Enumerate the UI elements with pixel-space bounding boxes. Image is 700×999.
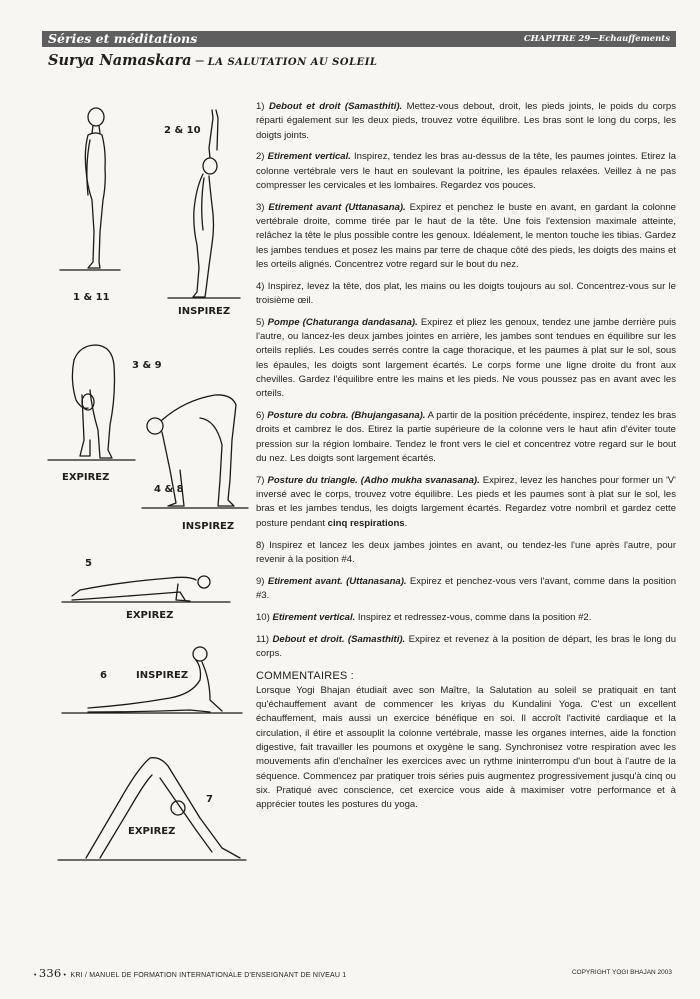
step-5: 5) Pompe (Chaturanga dandasana). Expirez et pliez les genoux, tendez une jambe derrière puis l'autre, ou lancez-les deux jambes jointes en arrière, les jambes sont tendues en équilibre sur les orteils repliés. Les coudes serrés contre la cage thoracique, et les paumes à plat sur le sol, sous les épaules, les doigts sont largement écartés. Le corps forme une ligne droite du front aux chevilles. Gardez l'équilibre entre les mains et les pieds. Ne vous poussez pas en avant avec les orteils. (256, 316, 676, 400)
step-2: 2) Etirement vertical. Inspirez, tendez les bras au-dessus de la tête, les paumes jointes. Etirez la colonne vertébrale vers le haut en soulevant la poitrine, les épaules relaxées. Veillez à ne pas compresser les cervicales et les lombaires. Regardez vos pouces. (256, 151, 677, 191)
comments-heading: COMMENTAIRES : (256, 669, 354, 682)
breath-pose-2-10: INSPIREZ (178, 306, 231, 317)
label-pose-7: 7 (206, 794, 213, 805)
step-4: 4) Inspirez, levez la tête, dos plat, les mains ou les doigts toujours au sol. Concentrez-vous sur le troisième œil. (256, 280, 676, 307)
breath-pose-3-9: EXPIREZ (62, 472, 110, 483)
pose-1-11-figure (60, 108, 120, 270)
title-subtitle: LA SALUTATION AU SOLEIL (207, 57, 378, 68)
footer-copyright: COPYRIGHT YOGI BHAJAN 2003 (571, 969, 672, 976)
step-name: Posture du triangle. (Adho mukha svanasana). (267, 474, 480, 486)
page-number: 336 (38, 966, 62, 980)
step-name: Etirement avant. (Uttanasana). (267, 575, 407, 587)
step-8: 8) Inspirez et lancez les deux jambes jointes en avant, ou tendez-les l'une après l'autre, pour revenir à la position #4. (256, 539, 676, 565)
section-title: Séries et méditations (48, 31, 198, 46)
label-pose-2-10: 2 & 10 (164, 125, 201, 136)
chapter-title: CHAPITRE 29—Echauffements (523, 34, 670, 44)
step-name: Debout et droit (Samasthiti). (268, 101, 403, 112)
breath-pose-6: INSPIREZ (136, 670, 189, 681)
pose-3-9-figure (48, 345, 135, 460)
step-9: 9) Etirement avant. (Uttanasana). Expirez et penchez-vous vers l'avant, comme dans la position #3. (256, 575, 677, 601)
label-pose-1-11: 1 & 11 (73, 292, 110, 303)
pose-5-figure (62, 576, 230, 602)
step-name: Posture du cobra. (Bhujangasana). (267, 410, 426, 422)
step-name: Debout et droit. (Samasthiti). (272, 633, 406, 645)
comments-body: Lorsque Yogi Bhajan étudiait avec son Maître, la Salutation au soleil se pratiquait en tant qu'échauffement avant de commencer les kriyas du Kundalini Yoga. C'est un excellent échauffement, mais aussi un exercice bénéfique en soi. Il accroît l'activité cardiaque et la circulation, il étire et assouplit la colonne vertébrale, masse les organes internes, aide la fonction digestive, fait travailler les poumons et oxygène le sang. Synchronisez votre respiration avec les mouvements afin d'enchaîner les exercices avec un rythme ininterrompu d'un bout à l'autre de la séquence. Commencez par pratiquer trois séries puis augmentez progressivement jusqu'à cinq ou six. Pratiqué avec conscience, cet exercice vous aide à maximiser votre performance et à apprécier toutes les postures du yoga. (256, 684, 676, 811)
footer-left (34, 966, 346, 980)
label-pose-4-8: 4 & 8 (154, 484, 184, 495)
title-dash: – (191, 53, 208, 69)
step-10: 10) Etirement vertical. Inspirez et redressez-vous, comme dans la position #2. (256, 611, 592, 623)
footer-bullet: • (34, 972, 37, 979)
label-pose-5: 5 (85, 558, 92, 569)
step-11: 11) Debout et droit. (Samasthiti). Expirez et revenez à la position de départ, les bras le long du corps. (256, 633, 677, 659)
step-1: 1) Debout et droit (Samasthiti). Mettez-vous debout, droit, les pieds joints, le poids du corps réparti également sur les deux pieds, trouvez votre équilibre. Les bras sont le long du corps, les doigts joints. (256, 101, 677, 141)
label-pose-6: 6 (100, 670, 107, 681)
breath-pose-7: EXPIREZ (128, 826, 176, 837)
step-name: Etirement vertical. (267, 151, 351, 163)
breath-pose-5: EXPIREZ (126, 610, 174, 621)
pose-7-figure (58, 758, 246, 860)
breath-pose-4-8: INSPIREZ (182, 521, 235, 532)
footer-bullet: • (63, 972, 67, 979)
manual-title: KRI / MANUEL DE FORMATION INTERNATIONALE D'ENSEIGNANT DE NIVEAU 1 (70, 972, 347, 979)
instructions-column (256, 100, 676, 813)
step-3: 3) Etirement avant (Uttanasana). Expirez et penchez le buste en avant, en gardant la colonne vertébrale droite, comme tirée par le haut de la tête. Une fois l'extension maximale atteinte, relâchez la tête le plus possible contre les genoux. Idéalement, le menton touche les tibias. Gardez les jambes tendues et posez les mains par terre de chaque côté des pieds, les doigts des mains et les orteils alignés. Concentrez votre regard sur le bout du nez. (256, 201, 676, 270)
title-main: Surya Namaskara (48, 52, 192, 69)
step-name: Etirement avant (Uttanasana). (268, 201, 406, 213)
step-7: 7) Posture du triangle. (Adho mukha svanasana). Expirez, levez les hanches pour former un 'V' inversé avec le corps, trouvez votre équilibre. Les pieds et les paumes sont à plat sur le sol, les bras et les jambes tendus, les doigts largement écartés. Regardez votre nombril et gardez cette posture pendant cinq respirations. (256, 474, 676, 529)
label-pose-3-9: 3 & 9 (132, 360, 162, 371)
pose-2-10-figure (168, 110, 240, 298)
step-6: 6) Posture du cobra. (Bhujangasana). A partir de la position précédente, inspirez, tendez les bras droits et cambrez le dos. Etirez la partie supérieure de la colonne vers le haut afin d'éviter toute pression sur la région lombaire. Tendez le front vers le ciel et concentrez votre regard sur le bout du nez. Les doigts sont largement écartés. (256, 410, 676, 465)
step-name: Etirement vertical. (272, 611, 356, 623)
step-name: Pompe (Chaturanga dandasana). (267, 316, 418, 328)
